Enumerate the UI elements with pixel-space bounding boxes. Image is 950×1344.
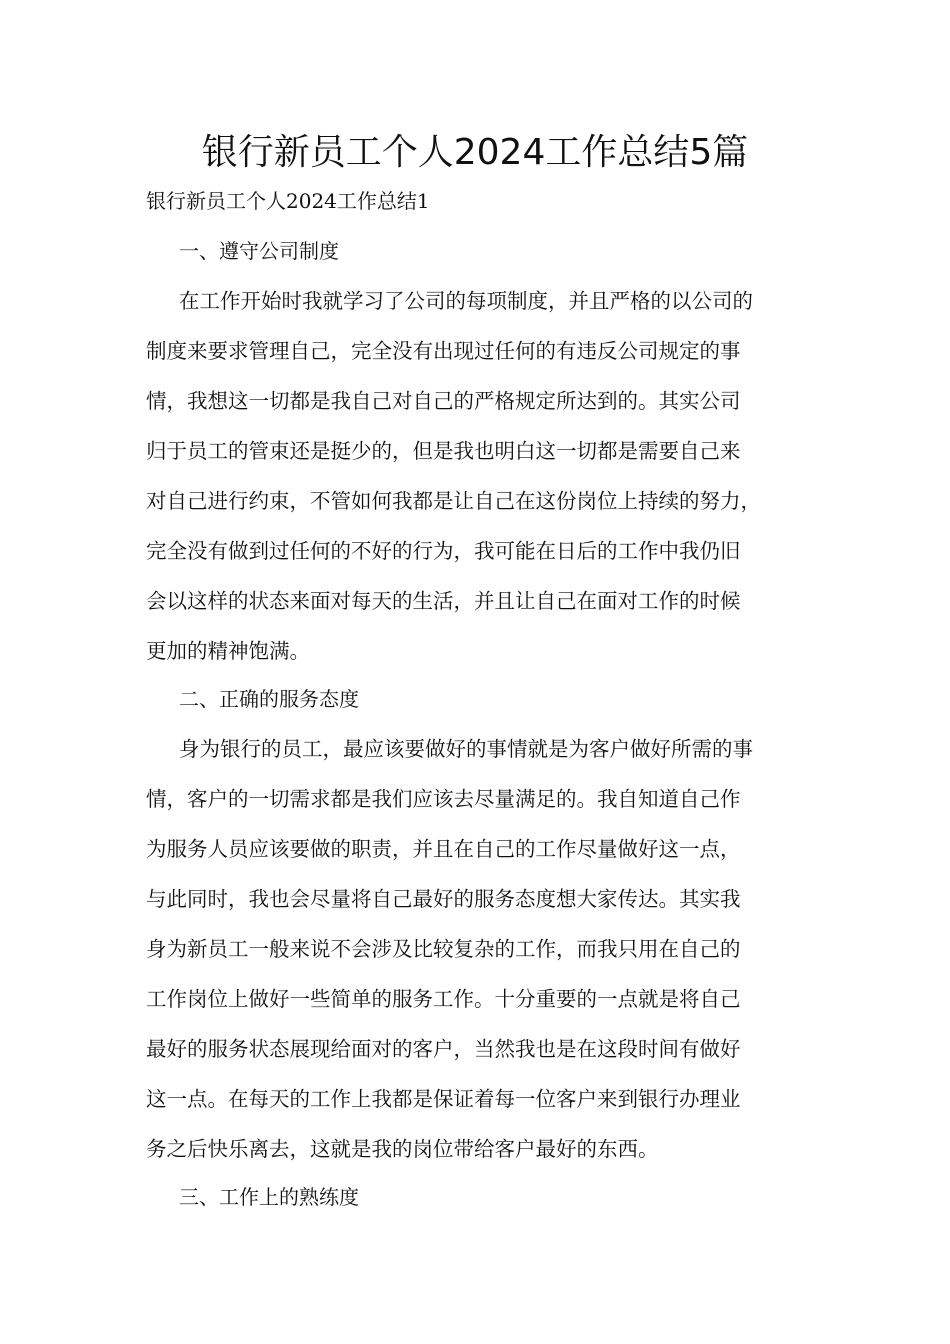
paragraph-line: 在工作开始时我就学习了公司的每项制度，并且严格的以公司的 [179, 289, 753, 313]
paragraph-line: 情，客户的一切需求都是我们应该去尽量满足的。我自知道自己作 [146, 787, 741, 811]
section-2-paragraph [146, 734, 826, 1184]
paragraph-line: 归于员工的管束还是挺少的，但是我也明白这一切都是需要自己来 [146, 439, 741, 463]
paragraph-line: 对自己进行约束，不管如何我都是让自己在这份岗位上持续的努力， [146, 489, 761, 513]
section-heading-3: 三、工作上的熟练度 [179, 1185, 359, 1209]
section-heading-2: 二、正确的服务态度 [179, 687, 359, 711]
paragraph-line: 会以这样的状态来面对每天的生活，并且让自己在面对工作的时候 [146, 589, 741, 613]
section-1-paragraph [146, 286, 826, 686]
document-subtitle: 银行新员工个人2024工作总结1 [146, 189, 430, 213]
paragraph-line: 为服务人员应该要做的职责，并且在自己的工作尽量做好这一点， [146, 837, 741, 861]
document-title: 银行新员工个人2024工作总结5篇 [201, 132, 749, 173]
paragraph-line: 这一点。在每天的工作上我都是保证着每一位客户来到银行办理业 [146, 1087, 741, 1111]
paragraph-line: 工作岗位上做好一些简单的服务工作。十分重要的一点就是将自己 [146, 987, 741, 1011]
paragraph-line: 最好的服务状态展现给面对的客户，当然我也是在这段时间有做好 [146, 1037, 741, 1061]
paragraph-line: 制度来要求管理自己，完全没有出现过任何的有违反公司规定的事 [146, 339, 741, 363]
paragraph-line: 与此同时，我也会尽量将自己最好的服务态度想大家传达。其实我 [146, 887, 741, 911]
paragraph-line: 情，我想这一切都是我自己对自己的严格规定所达到的。其实公司 [146, 389, 741, 413]
paragraph-line: 更加的精神饱满。 [146, 639, 310, 663]
paragraph-line: 务之后快乐离去，这就是我的岗位带给客户最好的东西。 [146, 1137, 659, 1161]
paragraph-line: 身为银行的员工，最应该要做好的事情就是为客户做好所需的事 [179, 737, 753, 761]
section-heading-1: 一、遵守公司制度 [179, 239, 339, 263]
paragraph-line: 身为新员工一般来说不会涉及比较复杂的工作，而我只用在自己的 [146, 937, 741, 961]
paragraph-line: 完全没有做到过任何的不好的行为，我可能在日后的工作中我仍旧 [146, 539, 741, 563]
